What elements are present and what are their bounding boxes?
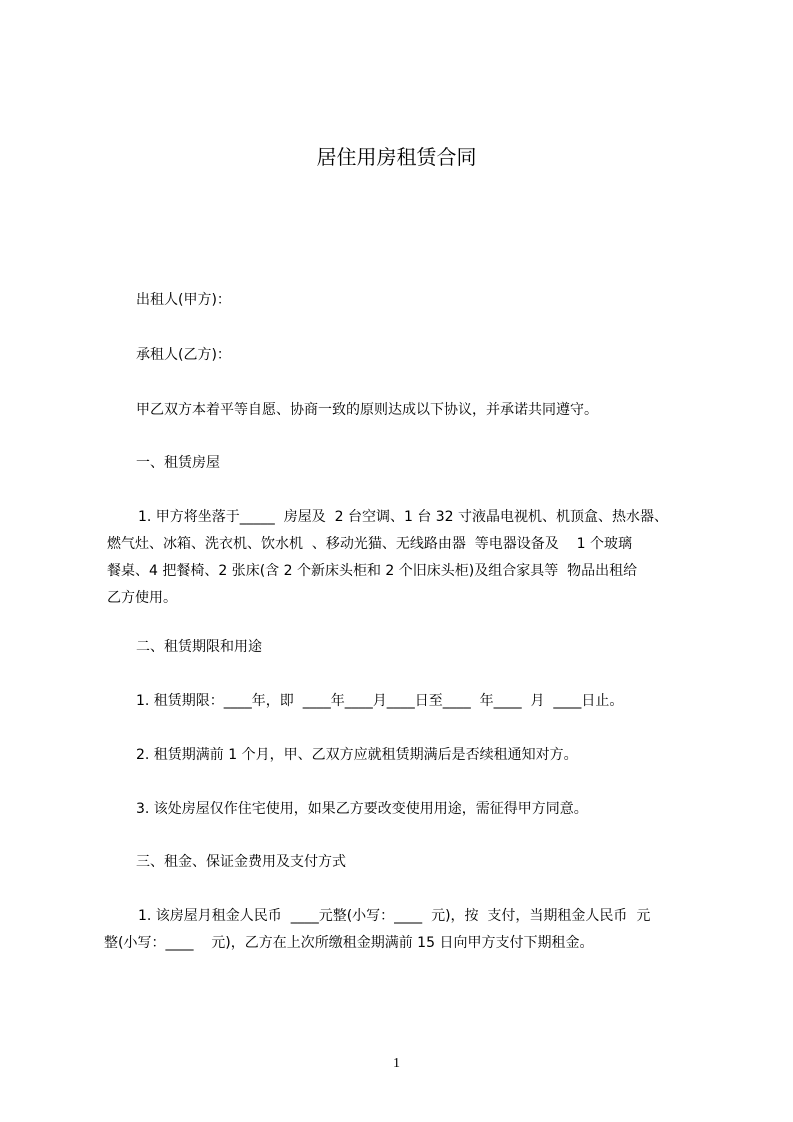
paragraph-line: 燃气灶、冰箱、洗衣机、饮水机 、移动光猫、无线路由器 等电器设备及 1 个玻璃 <box>107 536 632 552</box>
paragraph-line: 乙方使用。 <box>107 590 177 606</box>
paragraph-line: 1. 该房屋月租金人民币 ____元整(小写：____ 元)，按 支付，当期租金人民币 元 <box>138 908 651 924</box>
paragraph-line: 整(小写：____ 元)，乙方在上次所缴租金期满前 15 日向甲方支付下期租金。 <box>104 935 594 951</box>
paragraph-line: 3. 该处房屋仅作住宅使用，如果乙方要改变使用用途，需征得甲方同意。 <box>136 801 588 817</box>
document-title: 居住用房租赁合同 <box>316 145 477 169</box>
paragraph-line: 餐桌、4 把餐椅、2 张床(含 2 个新床头柜和 2 个旧床头柜)及组合家具等 物品出租给 <box>107 563 638 579</box>
page-number: 1 <box>393 1056 400 1071</box>
lessee-line: 承租人(乙方)： <box>136 347 231 363</box>
paragraph-line: 1. 租赁期限：____年，即 ____年____月____日至____ 年____ 月 ____日止。 <box>136 693 624 709</box>
section-heading: 三、租金、保证金费用及支付方式 <box>136 854 346 870</box>
paragraph-line: 2. 租赁期满前 1 个月，甲、乙双方应就租赁期满后是否续租通知对方。 <box>136 747 578 763</box>
paragraph-line: 1. 甲方将坐落于_____ 房屋及 2 台空调、1 台 32 寸液晶电视机、机顶盒、热水器、 <box>138 509 669 525</box>
preamble: 甲乙双方本着平等自愿、协商一致的原则达成以下协议，并承诺共同遵守。 <box>136 402 598 418</box>
section-heading: 一、租赁房屋 <box>136 455 220 471</box>
lessor-line: 出租人(甲方)： <box>136 292 231 308</box>
section-heading: 二、租赁期限和用途 <box>136 639 262 655</box>
